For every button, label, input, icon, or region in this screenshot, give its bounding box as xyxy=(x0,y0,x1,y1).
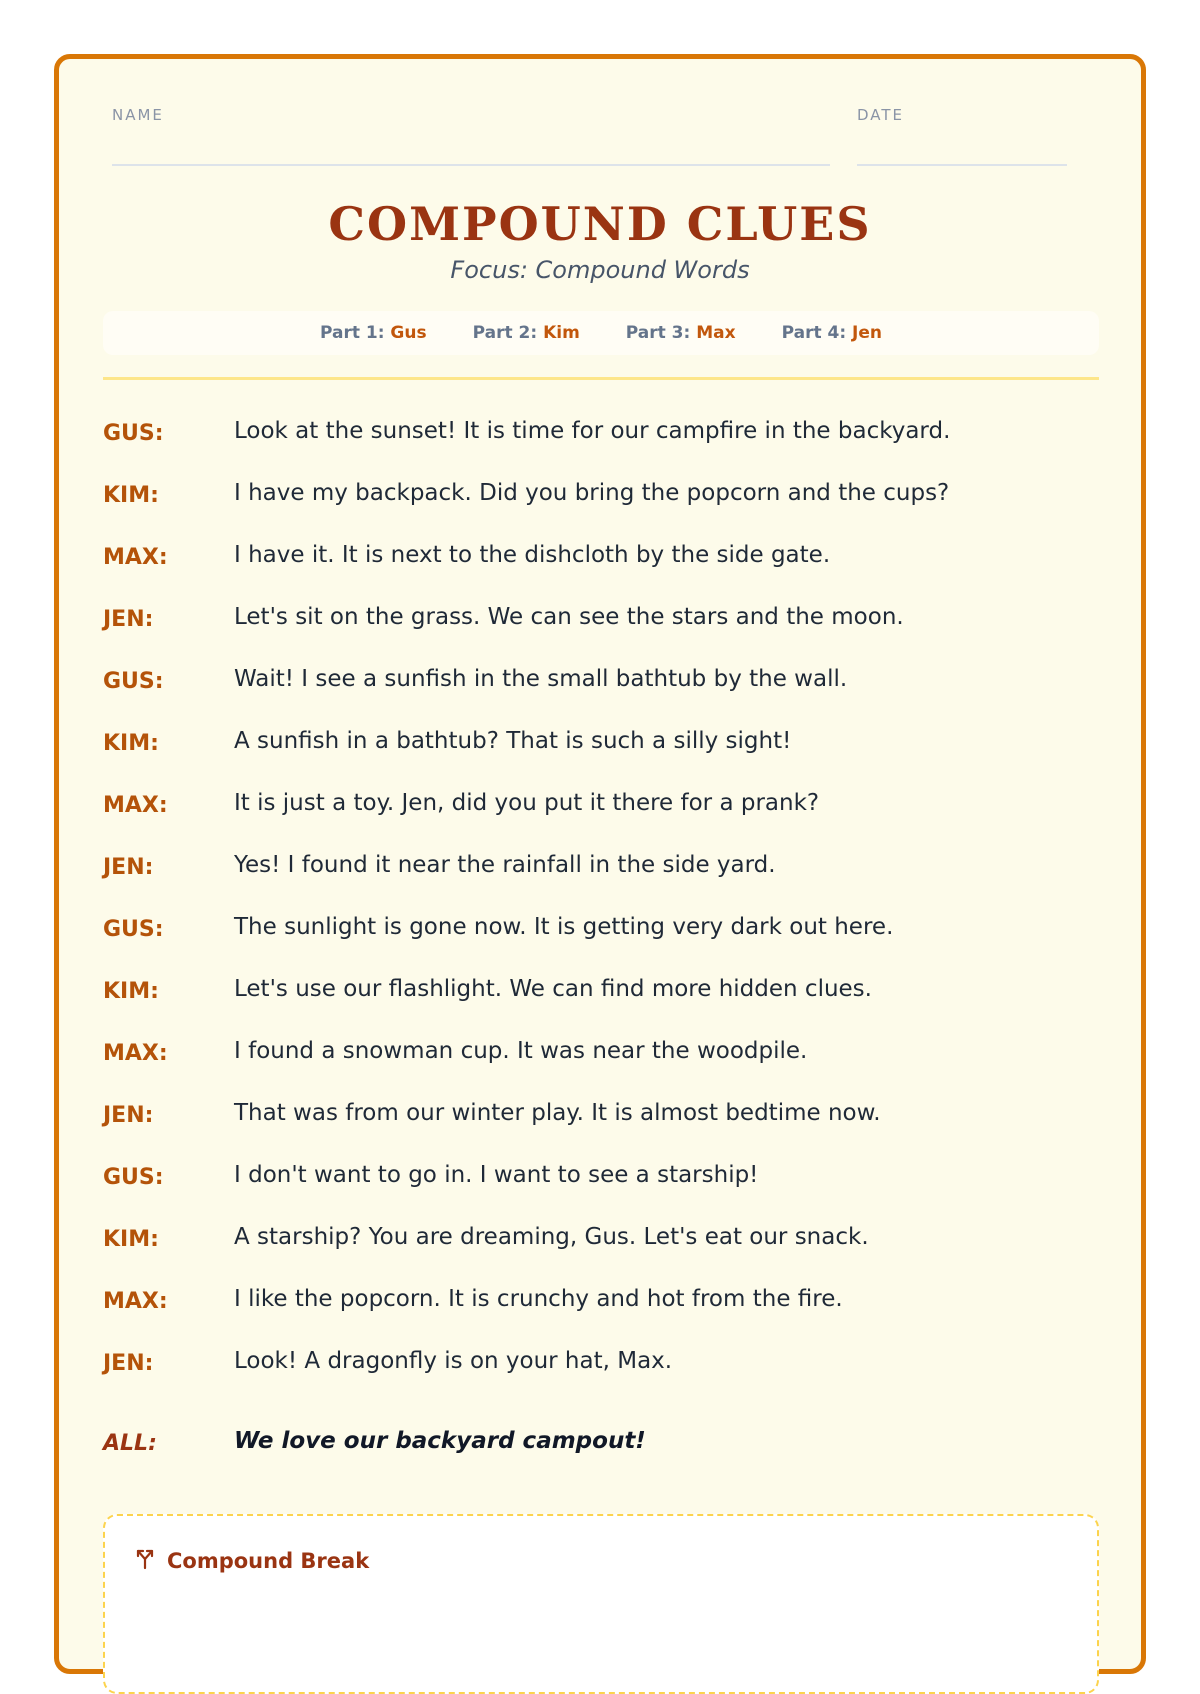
speaker-name: MAX: xyxy=(103,545,168,570)
speaker-name: JEN: xyxy=(103,855,154,880)
script-line xyxy=(59,1031,1141,1093)
part-assignment: Part 2: Kim xyxy=(472,323,580,343)
line-text: The sunlight is gone now. It is getting very dark out here. xyxy=(234,914,894,940)
page-subtitle: Focus: Compound Words xyxy=(450,256,750,284)
line-text: I have it. It is next to the dishcloth by the side gate. xyxy=(234,542,831,568)
line-text: I found a snowman cup. It was near the woodpile. xyxy=(234,1038,808,1064)
script-line xyxy=(59,659,1141,721)
script-line xyxy=(59,1341,1141,1403)
script-line xyxy=(59,1279,1141,1341)
compound-break-box xyxy=(103,1514,1099,1694)
page-title: COMPOUND CLUES xyxy=(328,197,872,251)
name-label: NAME xyxy=(112,106,164,124)
line-text: Wait! I see a sunfish in the small bathtub by the wall. xyxy=(234,666,848,692)
compound-break-title: Compound Break xyxy=(167,1548,370,1573)
speaker-name: GUS: xyxy=(103,421,164,446)
script-line xyxy=(59,1217,1141,1279)
compound-break-header xyxy=(133,1546,369,1575)
line-text: Yes! I found it near the rainfall in the side yard. xyxy=(234,852,776,878)
divider xyxy=(103,377,1099,380)
line-text: Let's sit on the grass. We can see the stars and the moon. xyxy=(234,604,904,630)
script-line xyxy=(59,1155,1141,1217)
split-arrow-icon xyxy=(133,1546,157,1575)
script-line xyxy=(59,783,1141,845)
speaker-name: KIM: xyxy=(103,731,159,756)
date-field[interactable] xyxy=(857,164,1067,166)
part-assignment: Part 1: Gus xyxy=(319,323,427,343)
speaker-name: KIM: xyxy=(103,483,159,508)
script-line xyxy=(59,969,1141,1031)
script-line xyxy=(59,845,1141,907)
date-label: DATE xyxy=(857,106,905,124)
speaker-name: JEN: xyxy=(103,607,154,632)
line-text: A sunfish in a bathtub? That is such a silly sight! xyxy=(234,728,792,754)
line-text: Let's use our flashlight. We can find more hidden clues. xyxy=(234,976,872,1002)
speaker-name: ALL: xyxy=(103,1431,157,1456)
script-line xyxy=(59,1093,1141,1155)
part-assignment: Part 3: Max xyxy=(625,323,736,343)
line-text: A starship? You are dreaming, Gus. Let's eat our snack. xyxy=(234,1224,869,1250)
line-text: Look! A dragonfly is on your hat, Max. xyxy=(234,1348,673,1374)
speaker-name: GUS: xyxy=(103,917,164,942)
line-text: We love our backyard campout! xyxy=(234,1428,646,1454)
speaker-name: GUS: xyxy=(103,669,164,694)
script-line xyxy=(59,721,1141,783)
line-text: I like the popcorn. It is crunchy and hot from the fire. xyxy=(234,1286,843,1312)
line-text: It is just a toy. Jen, did you put it there for a prank? xyxy=(234,790,820,816)
speaker-name: JEN: xyxy=(103,1103,154,1128)
script-lines xyxy=(59,411,1141,1481)
line-text: That was from our winter play. It is almost bedtime now. xyxy=(234,1100,881,1126)
speaker-name: MAX: xyxy=(103,1289,168,1314)
script-line xyxy=(59,597,1141,659)
line-text: Look at the sunset! It is time for our campfire in the backyard. xyxy=(234,418,951,444)
parts-bar xyxy=(103,311,1099,355)
script-line xyxy=(59,535,1141,597)
worksheet xyxy=(54,54,1146,1674)
script-line xyxy=(59,411,1141,473)
script-line xyxy=(59,907,1141,969)
script-line xyxy=(59,473,1141,535)
speaker-name: KIM: xyxy=(103,1227,159,1252)
speaker-name: GUS: xyxy=(103,1165,164,1190)
finale-line xyxy=(59,1419,1141,1481)
speaker-name: MAX: xyxy=(103,1041,168,1066)
speaker-name: KIM: xyxy=(103,979,159,1004)
speaker-name: MAX: xyxy=(103,793,168,818)
name-field[interactable] xyxy=(112,164,830,166)
line-text: I don't want to go in. I want to see a starship! xyxy=(234,1162,759,1188)
line-text: I have my backpack. Did you bring the popcorn and the cups? xyxy=(234,480,950,506)
part-assignment: Part 4: Jen xyxy=(781,323,883,343)
speaker-name: JEN: xyxy=(103,1351,154,1376)
